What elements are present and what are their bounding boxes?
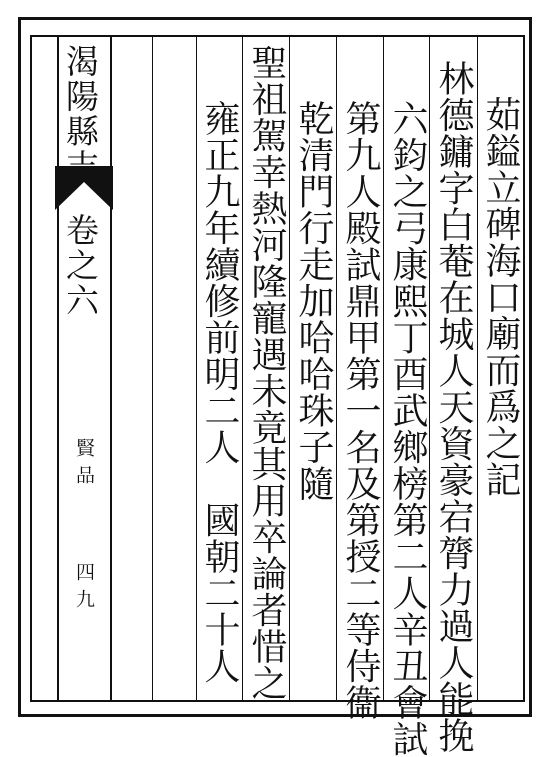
column-divider-5 [336, 35, 337, 702]
text-column-5: 乾清門行走加哈哈珠子隨 [293, 100, 334, 502]
column-divider-1 [152, 35, 153, 702]
right-border-outer [529, 17, 532, 717]
right-border-inner [523, 35, 525, 702]
column-divider-8 [477, 35, 478, 702]
column-divider-3 [242, 35, 243, 702]
column-divider-2 [196, 35, 197, 702]
top-border-outer [18, 17, 532, 20]
text-column-2: 林德鏞字白菴在城人天資豪宕膂力過人能挽 [433, 60, 474, 754]
column-divider-7 [429, 35, 430, 702]
column-divider-4 [289, 35, 290, 702]
gazetteer-title: 渴陽縣志 [61, 44, 100, 184]
margin-divider-left [57, 35, 59, 702]
volume-label: 卷之六 [61, 213, 100, 318]
text-column-6: 聖祖駕幸熱河隆寵遇未竟其用卒論者惜之 [246, 44, 287, 701]
text-column-7: 雍正九年續修前明二人 國朝二十人 [199, 100, 240, 684]
column-divider-6 [383, 35, 384, 702]
top-border-inner [30, 35, 525, 37]
text-column-4: 第九人殿試鼎甲第一名及第授二等侍衞 [340, 100, 381, 721]
section-label: 賢品 [73, 438, 95, 492]
left-border-inner [30, 35, 32, 702]
text-column-3: 六鈞之弓康熙丁酉武鄉榜第二人辛丑會試 [387, 100, 428, 757]
text-column-1: 茹鎰立碑海口廟而爲之記 [480, 96, 521, 498]
left-border-outer [18, 17, 21, 717]
margin-divider-right [110, 35, 112, 702]
folio-number: 四九 [73, 562, 95, 616]
